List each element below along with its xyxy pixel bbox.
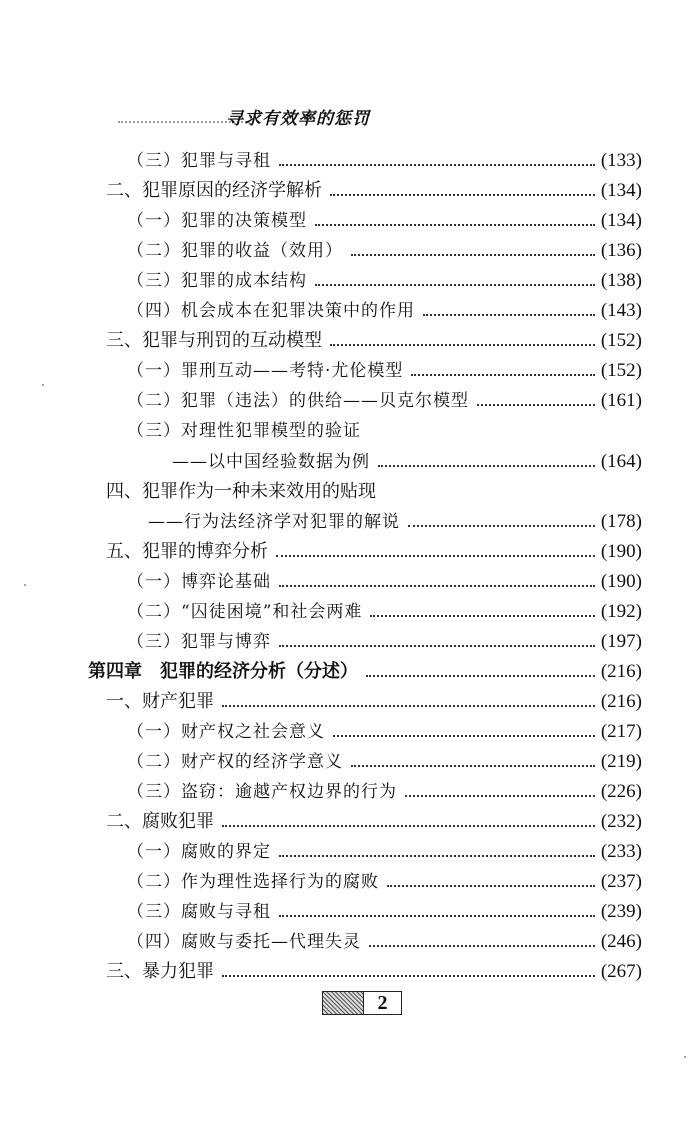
toc-entry-page: (190): [600, 570, 642, 592]
toc-entry: [0, 687, 700, 717]
toc-entry-page: (136): [600, 240, 642, 262]
toc-entry-page: (219): [600, 751, 642, 772]
toc-entry: [0, 807, 700, 837]
toc-dot-leader: [405, 795, 595, 797]
toc-dot-leader: [222, 705, 595, 707]
toc-dot-leader: [279, 164, 595, 166]
toc-entry-page: (239): [600, 901, 642, 923]
toc-entry-label: （二）犯罪的收益（效用）: [127, 241, 343, 262]
scan-speck: [684, 1056, 686, 1058]
toc-entry-label: （二）作为理性选择行为的腐败: [127, 872, 379, 893]
toc-dot-leader: [279, 915, 595, 917]
toc-dot-leader: [423, 314, 595, 316]
toc-entry-label: （三）犯罪与寻租: [127, 151, 271, 171]
toc-entry-page: (138): [600, 270, 642, 292]
toc-entry-page: (152): [600, 330, 642, 352]
toc-entry-page: (267): [600, 961, 642, 983]
toc-dot-leader: [330, 194, 595, 196]
toc-entry-label: （一）财产权之社会意义: [127, 721, 325, 742]
toc-entry: [0, 717, 700, 747]
toc-entry-page: (190): [600, 540, 642, 562]
toc-entry-label: 三、暴力犯罪: [106, 961, 214, 983]
toc-dot-leader: [366, 675, 595, 677]
toc-entry: [0, 867, 700, 897]
toc-dot-leader: [333, 735, 595, 737]
toc-entry: [0, 447, 700, 477]
toc-entry: [0, 326, 700, 356]
toc-dot-leader: [279, 645, 595, 647]
toc-entry: [0, 537, 700, 567]
toc-dot-leader: [315, 224, 595, 226]
toc-entry-page: (226): [600, 781, 642, 803]
toc-entry: [0, 567, 700, 597]
toc-dot-leader: [279, 855, 595, 857]
toc-dot-leader: [408, 525, 595, 527]
toc-entry: [0, 747, 700, 777]
toc-entry-label: 二、腐败犯罪: [106, 811, 214, 833]
toc-entry-label: 三、犯罪与刑罚的互动模型: [106, 330, 322, 352]
toc-dot-leader: [387, 885, 595, 887]
toc-entry: [0, 386, 700, 416]
toc-entry-page: (197): [600, 630, 642, 652]
toc-entry-label: （一）腐败的界定: [127, 842, 271, 863]
toc-dot-leader: [276, 555, 595, 557]
toc-entry-label: （三）腐败与寻租: [127, 902, 271, 923]
toc-entry-label: 五、犯罪的博弈分析: [106, 540, 268, 562]
running-header-title: 寻求有效率的惩罚: [226, 109, 370, 129]
toc-dot-leader: [411, 374, 595, 376]
toc-entry-label: （三）犯罪与博弈: [127, 631, 271, 652]
toc-entry-page: (178): [600, 510, 642, 532]
toc-dot-leader: [378, 465, 595, 467]
toc-entry-label: （一）博弈论基础: [127, 571, 271, 592]
page-number: 2: [377, 992, 388, 1014]
toc-entry-label: （二）犯罪（违法）的供给——贝克尔模型: [127, 391, 469, 412]
toc-dot-leader: [279, 585, 595, 587]
page-number-badge: [322, 991, 402, 1015]
toc-entry-page: (216): [600, 690, 642, 712]
toc-dot-leader: [351, 254, 595, 256]
toc-entry: [0, 597, 700, 627]
toc-entry: [0, 957, 700, 987]
toc-entry-page: (216): [600, 660, 642, 682]
toc-dot-leader: [315, 284, 595, 286]
toc-entry-label: （四）机会成本在犯罪决策中的作用: [127, 301, 415, 322]
toc-entry-page: (232): [600, 811, 642, 833]
page-number-hatch: [323, 992, 364, 1014]
toc-entry-page: (134): [600, 180, 642, 202]
toc-entry-label: （二）财产权的经济学意义: [127, 752, 343, 772]
toc-entry-page: (233): [600, 841, 642, 863]
toc-entry-label: （一）罪刑互动——考特·尤伦模型: [127, 361, 404, 382]
toc-entry: [0, 627, 700, 657]
toc-entry-label: （三）盗窃：逾越产权边界的行为: [127, 782, 397, 803]
toc-entry: [0, 176, 700, 206]
toc-entry: [0, 897, 700, 927]
toc-entry: [0, 507, 700, 537]
toc-entry-page: (217): [600, 720, 642, 742]
toc-entry-label: ——以中国经验数据为例: [172, 451, 370, 472]
toc-entry-label: （四）腐败与委托—代理失灵: [127, 932, 361, 953]
toc-entry-page: (134): [600, 210, 642, 232]
toc-entry: [0, 416, 700, 446]
toc-dot-leader: [351, 765, 595, 767]
toc-entry-label: 四、犯罪作为一种未来效用的贴现: [106, 480, 376, 502]
toc-entry-page: (246): [600, 931, 642, 953]
toc-entry: [0, 477, 700, 507]
toc-dot-leader: [330, 344, 595, 346]
toc-dot-leader: [369, 945, 595, 947]
toc-dot-leader: [222, 975, 595, 977]
toc-entry-page: (143): [600, 300, 642, 322]
toc-entry-page: (237): [600, 871, 642, 893]
toc-dot-leader: [222, 825, 595, 827]
toc-entry-label: （一）犯罪的决策模型: [127, 211, 307, 232]
toc-entry: [0, 777, 700, 807]
toc-dot-leader: [370, 615, 595, 617]
toc-entry-label: （三）对理性犯罪模型的验证: [127, 421, 361, 442]
toc-entry-label: （二）“囚徒困境”和社会两难: [127, 601, 363, 622]
toc-entry: [0, 356, 700, 386]
toc-entry: [0, 296, 700, 326]
toc-entry-page: (161): [600, 390, 642, 412]
scan-speck: [24, 584, 26, 586]
toc-entry: [0, 837, 700, 867]
toc-entry-page: (164): [600, 450, 642, 472]
toc-entry-label: （三）犯罪的成本结构: [127, 271, 307, 292]
toc-entry-page: (133): [600, 150, 642, 171]
toc-entry-label: 二、犯罪原因的经济学解析: [106, 180, 322, 202]
toc-dot-leader: [477, 404, 595, 406]
toc-entry: [0, 146, 700, 176]
toc-entry-label: ——行为法经济学对犯罪的解说: [148, 511, 400, 532]
toc-entry: [0, 657, 700, 687]
scan-speck: [42, 384, 44, 386]
toc-entry-page: (152): [600, 360, 642, 382]
toc-entry: [0, 236, 700, 266]
toc-entry-page: (192): [600, 600, 642, 622]
toc-entry-label: 一、财产犯罪: [106, 690, 214, 712]
toc-entry: [0, 206, 700, 236]
toc-entry: [0, 927, 700, 957]
toc-entry: [0, 266, 700, 296]
toc-entry-label: 第四章 犯罪的经济分析（分述）: [88, 660, 358, 682]
